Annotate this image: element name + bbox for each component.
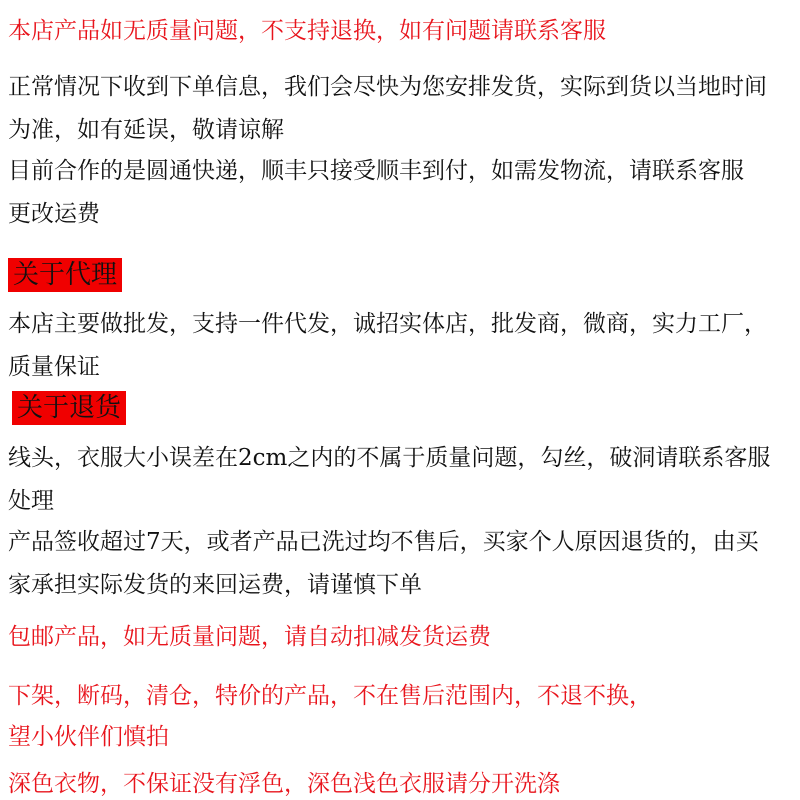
agency-text-line-1: 本店主要做批发，支持一件代发，诚招实体店，批发商，微商，实力工厂， bbox=[8, 311, 767, 337]
clearance-note-line-1: 下架，断码，清仓，特价的产品，不在售后范围内，不退不换， bbox=[8, 683, 652, 709]
agency-heading: 关于代理 bbox=[8, 258, 122, 292]
clearance-note-line-2: 望小伙伴们慎拍 bbox=[8, 724, 169, 750]
shipping-text-line-2: 为准，如有延误，敬请谅解 bbox=[8, 117, 284, 143]
shipping-text-line-3: 目前合作的是圆通快递，顺丰只接受顺丰到付，如需发物流，请联系客服 bbox=[8, 158, 744, 184]
no-return-notice: 本店产品如无质量问题，不支持退换，如有问题请联系客服 bbox=[8, 18, 606, 44]
returns-text-line-4: 家承担实际发货的来回运费，请谨慎下单 bbox=[8, 572, 422, 598]
dark-clothes-note: 深色衣物，不保证没有浮色，深色浅色衣服请分开洗涤 bbox=[8, 771, 560, 797]
returns-text-line-3: 产品签收超过7天，或者产品已洗过均不售后，买家个人原因退货的，由买 bbox=[8, 529, 759, 555]
shipping-text-line-1: 正常情况下收到下单信息，我们会尽快为您安排发货，实际到货以当地时间 bbox=[8, 74, 767, 100]
shipping-text-line-4: 更改运费 bbox=[8, 201, 100, 227]
agency-text-line-2: 质量保证 bbox=[8, 354, 100, 380]
returns-heading: 关于退货 bbox=[12, 391, 126, 425]
returns-text-line-1: 线头，衣服大小误差在2cm之内的不属于质量问题，勾丝，破洞请联系客服 bbox=[8, 445, 771, 471]
free-shipping-note: 包邮产品，如无质量问题，请自动扣减发货运费 bbox=[8, 624, 491, 650]
returns-text-line-2: 处理 bbox=[8, 488, 54, 514]
